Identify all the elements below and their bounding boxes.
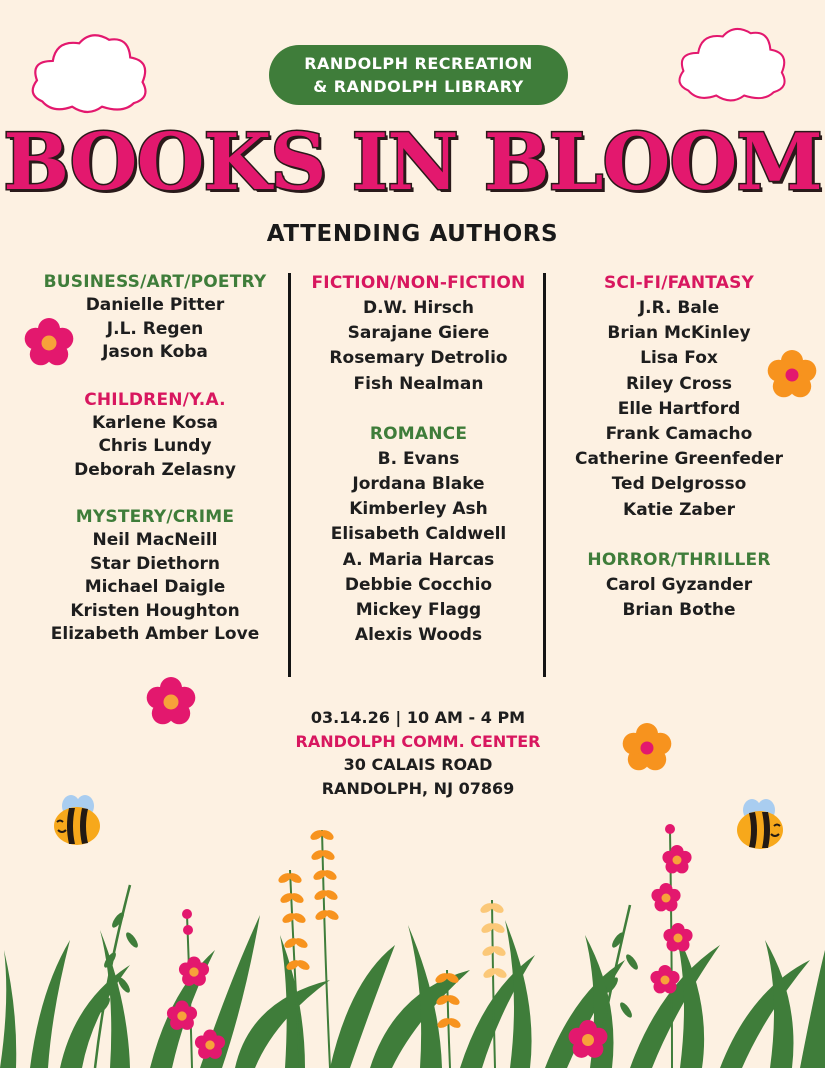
author-name: Elizabeth Amber Love [50, 624, 260, 644]
badge-line-2: & RANDOLPH LIBRARY [313, 77, 524, 96]
bee-icon [54, 795, 100, 845]
author-name: Riley Cross [625, 373, 733, 394]
author-name: Michael Daigle [84, 577, 226, 597]
author-name: Jason Koba [102, 342, 208, 362]
author-name: Kimberley Ash [349, 499, 488, 520]
author-name: Mickey Flagg [355, 600, 482, 621]
organizer-badge [269, 45, 568, 105]
author-name: D.W. Hirsch [362, 298, 475, 318]
author-name: Danielle Pitter [85, 295, 225, 315]
author-name: Deborah Zelasny [74, 459, 236, 480]
author-name: Star Diethorn [89, 553, 220, 574]
flower-icon [147, 677, 196, 724]
event-details [240, 706, 596, 800]
bee-icon [737, 799, 783, 849]
event-title: BOOKS IN BLOOM [3, 117, 822, 208]
author-name: Carol Gyzander [605, 574, 753, 595]
author-name: Jordana Blake [352, 474, 485, 495]
author-name: Rosemary Detrolio [329, 348, 508, 369]
event-address-line-2: RANDOLPH, NJ 07869 [321, 778, 515, 798]
author-name: Brian Bothe [622, 600, 736, 621]
author-name: Neil MacNeill [92, 530, 218, 550]
category-heading: ROMANCE [369, 423, 468, 444]
column-divider [543, 273, 546, 677]
category-heading: HORROR/THRILLER [587, 549, 771, 570]
grass-icon [0, 915, 825, 1068]
cloud-icon [33, 35, 146, 112]
author-name: Fish Nealman [353, 373, 484, 394]
event-venue: RANDOLPH COMM. CENTER [295, 731, 541, 751]
author-name: Frank Camacho [605, 424, 753, 445]
author-name: Alexis Woods [354, 625, 483, 646]
author-name: Chris Lundy [98, 436, 212, 456]
author-name: A. Maria Harcas [342, 549, 495, 570]
section-heading: ATTENDING AUTHORS [266, 221, 559, 247]
author-name: Ted Delgrosso [611, 474, 747, 495]
author-name: Elle Hartford [617, 398, 741, 419]
cloud-icon [680, 29, 785, 100]
author-name: Katie Zaber [623, 499, 735, 520]
author-name: J.R. Bale [638, 298, 720, 318]
author-name: Lisa Fox [640, 348, 718, 369]
authors-column-1 [35, 271, 275, 647]
badge-line-1: RANDOLPH RECREATION [304, 54, 533, 73]
category-heading: CHILDREN/Y.A. [84, 389, 226, 410]
column-divider [288, 273, 291, 677]
category-heading: BUSINESS/ART/POETRY [43, 272, 267, 292]
author-name: Elisabeth Caldwell [330, 524, 507, 545]
author-name: Brian McKinley [607, 323, 751, 344]
author-name: J.L. Regen [106, 318, 204, 339]
author-name: B. Evans [377, 448, 460, 469]
event-datetime: 03.14.26 | 10 AM - 4 PM [310, 708, 526, 727]
author-name: Kristen Houghton [70, 600, 240, 621]
authors-column-2 [296, 271, 541, 648]
author-name: Karlene Kosa [91, 412, 219, 433]
category-heading: SCI-FI/FANTASY [603, 273, 755, 293]
author-name: Debbie Cocchio [344, 574, 493, 595]
category-heading: MYSTERY/CRIME [75, 507, 235, 527]
author-name: Sarajane Giere [347, 323, 490, 344]
flower-icon [623, 723, 672, 770]
category-heading: FICTION/NON-FICTION [311, 273, 526, 293]
event-address-line-1: 30 CALAIS ROAD [343, 755, 493, 774]
author-name: Catherine Greenfeder [575, 449, 783, 470]
authors-column-3 [555, 271, 803, 623]
